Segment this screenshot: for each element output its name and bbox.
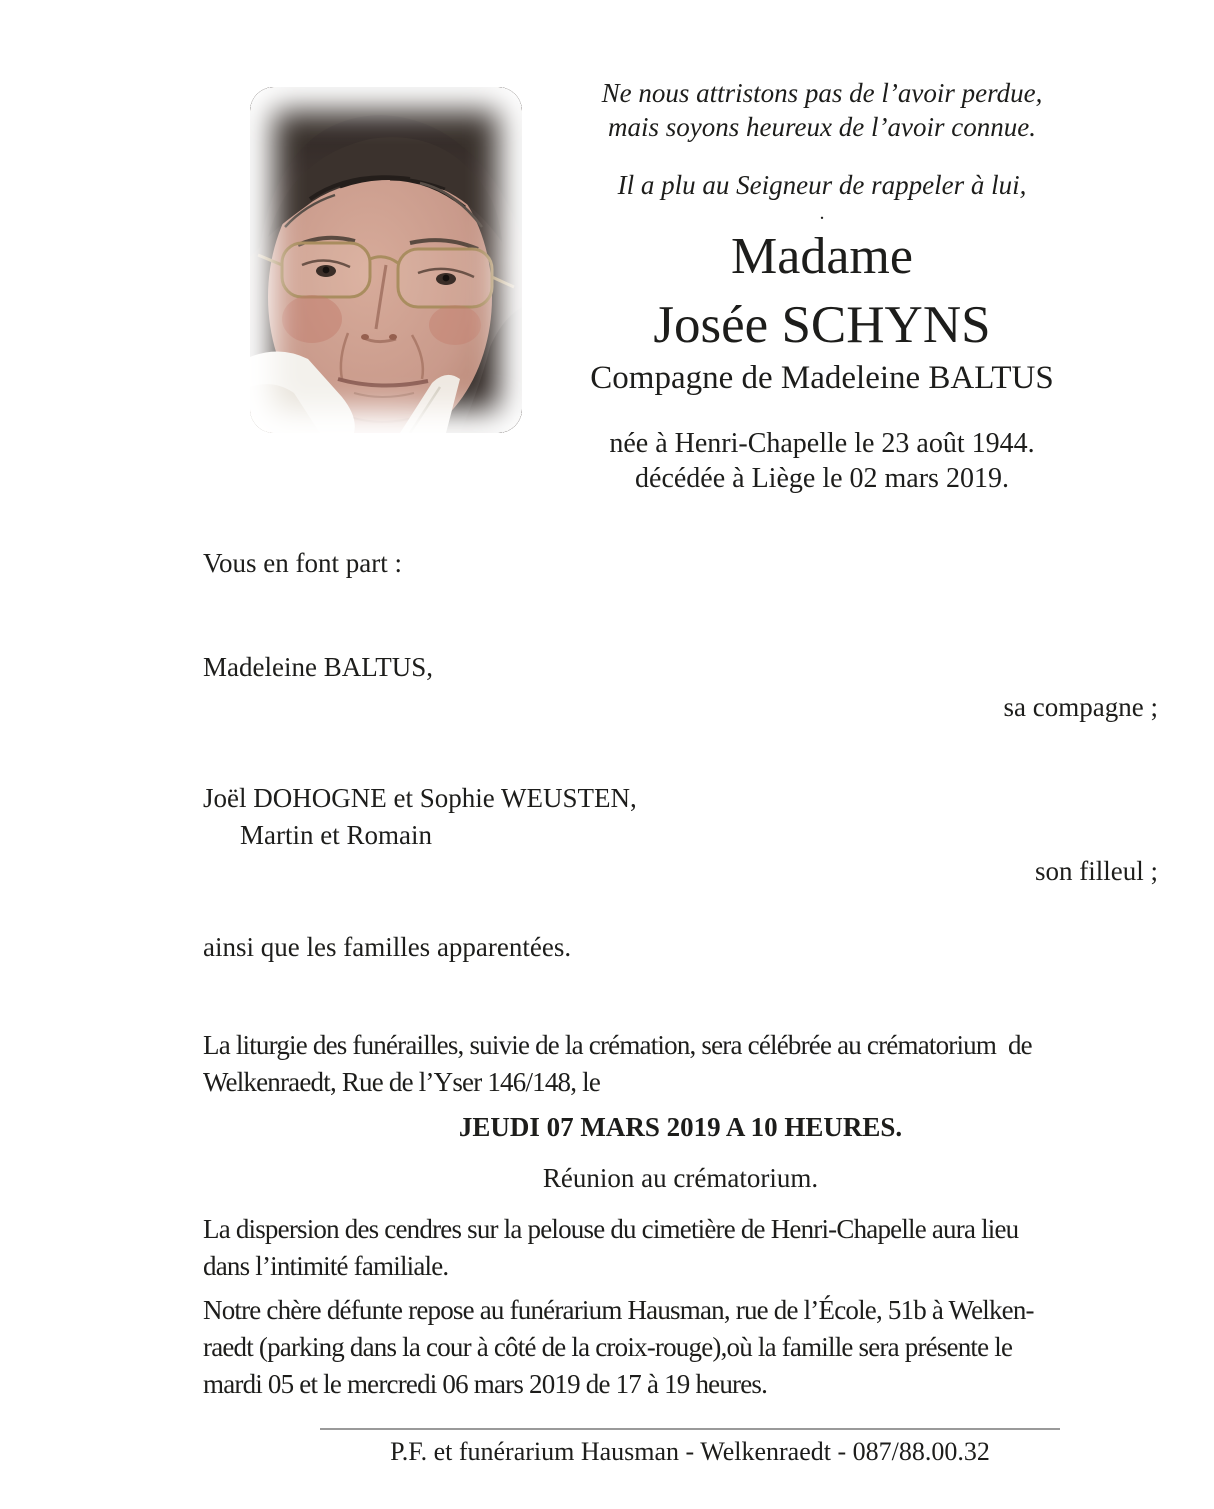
related-families-line: ainsi que les familles apparentées. bbox=[203, 932, 572, 962]
ceremony-meeting: Réunion au crématorium. bbox=[542, 1163, 819, 1193]
liturgy-line-2: Welkenraedt, Rue de l’Yser 146/148, le bbox=[203, 1067, 601, 1097]
repose-line-3: mardi 05 et le mercredi 06 mars 2019 de 17 à 19 heures. bbox=[203, 1369, 768, 1399]
announcement-intro: Vous en font part : bbox=[203, 548, 402, 578]
birth-line: née à Henri-Chapelle le 23 août 1944. bbox=[609, 428, 1035, 459]
announcer-2-names: Joël DOHOGNE et Sophie WEUSTEN, bbox=[203, 783, 637, 813]
scripture-line: Il a plu au Seigneur de rappeler à lui, bbox=[617, 170, 1027, 200]
announcer-2-relation: son filleul ; bbox=[1035, 856, 1158, 886]
footer-rule bbox=[320, 1428, 1060, 1467]
repose-line-2: raedt (parking dans la cour à côté de la croix-rouge),où la famille sera présente le bbox=[203, 1332, 1013, 1362]
announcer-1-relation: sa compagne ; bbox=[1003, 692, 1158, 722]
epitaph-line-2: mais soyons heureux de l’avoir connue. bbox=[608, 112, 1036, 142]
deceased-name: Josée SCHYNS bbox=[653, 296, 991, 354]
liturgy-line-1: La liturgie des funérailles, suivie de la crémation, sera célébrée au crématorium de bbox=[203, 1030, 1032, 1060]
deceased-relation: Compagne de Madeleine BALTUS bbox=[590, 360, 1054, 396]
repose-line-1: Notre chère défunte repose au funérarium Hausman, rue de l’École, 51b à Welken- bbox=[203, 1295, 1034, 1325]
footer-text: P.F. et funérarium Hausman - Welkenraedt - 087/88.00.32 bbox=[390, 1437, 990, 1466]
announcer-2-children: Martin et Romain bbox=[240, 820, 432, 850]
death-line: décédée à Liège le 02 mars 2019. bbox=[635, 463, 1009, 494]
separator-dot: . bbox=[819, 202, 825, 224]
dispersion-line-2: dans l’intimité familiale. bbox=[203, 1251, 449, 1281]
ceremony-date: JEUDI 07 MARS 2019 A 10 HEURES. bbox=[458, 1112, 903, 1142]
dispersion-line-1: La dispersion des cendres sur la pelouse du cimetière de Henri-Chapelle aura lieu bbox=[203, 1214, 1019, 1244]
epitaph-line-1: Ne nous attristons pas de l’avoir perdue, bbox=[601, 78, 1043, 108]
deceased-title: Madame bbox=[731, 228, 913, 285]
announcer-1-name: Madeleine BALTUS, bbox=[203, 652, 433, 682]
